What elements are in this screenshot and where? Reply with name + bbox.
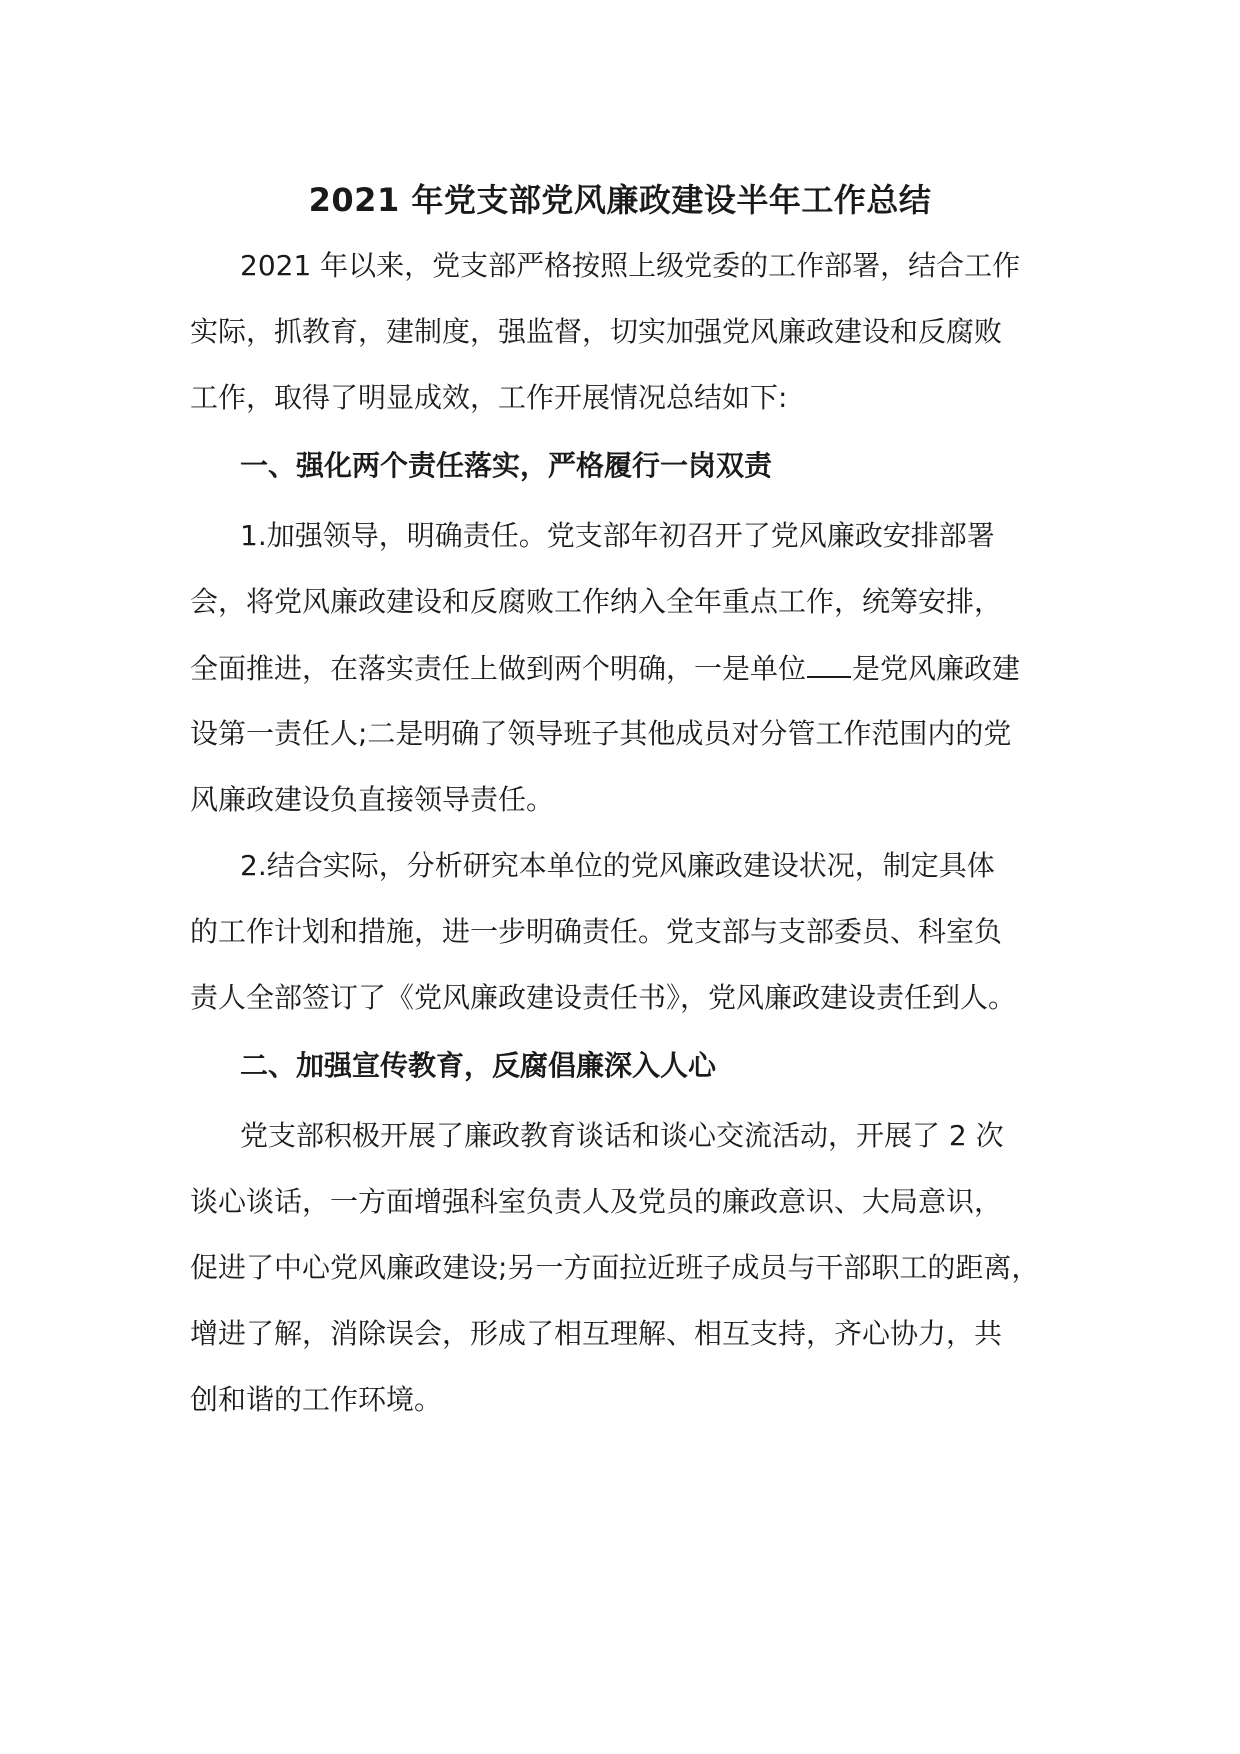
fill-in-blank — [807, 648, 851, 678]
intro-line-1: 2021 年以来，党支部严格按照上级党委的工作部署，结合工作 — [240, 249, 1021, 282]
section-1-item-1-line-5: 风廉政建设负直接领导责任。 — [190, 783, 555, 816]
section-1-item-2-line-3: 责人全部签订了《党风廉政建设责任书》，党风廉政建设责任到人。 — [190, 981, 1017, 1014]
section-1-item-2-line-1: 2.结合实际，分析研究本单位的党风廉政建设状况，制定具体 — [240, 849, 995, 882]
section-2-heading: 二、加强宣传教育，反腐倡廉深入人心 — [240, 1049, 717, 1082]
section-1-item-1-line-1: 1.加强领导，明确责任。党支部年初召开了党风廉政安排部署 — [240, 519, 995, 552]
section-1-item-1-line-3 — [190, 648, 1020, 689]
line-3-text-after-blank: 是党风廉政建 — [852, 652, 1021, 685]
section-2-para-line-5: 创和谐的工作环境。 — [190, 1383, 443, 1416]
section-1-item-1-line-4: 设第一责任人;二是明确了领导班子其他成员对分管工作范围内的党 — [190, 717, 1012, 750]
section-2-para-line-4: 增进了解，消除误会，形成了相互理解、相互支持，齐心协力，共 — [190, 1317, 1003, 1350]
intro-line-2: 实际，抓教育，建制度，强监督，切实加强党风廉政建设和反腐败 — [190, 315, 1003, 348]
section-2-para-line-3: 促进了中心党风廉政建设;另一方面拉近班子成员与干部职工的距离， — [190, 1251, 1040, 1284]
document-title: 2021 年党支部党风廉政建设半年工作总结 — [308, 181, 932, 219]
line-3-text-before-blank: 全面推进，在落实责任上做到两个明确，一是单位 — [190, 652, 807, 685]
section-1-heading: 一、强化两个责任落实，严格履行一岗双责 — [240, 449, 773, 482]
intro-line-3: 工作，取得了明显成效，工作开展情况总结如下: — [190, 381, 788, 414]
section-1-item-2-line-2: 的工作计划和措施，进一步明确责任。党支部与支部委员、科室负 — [190, 915, 1003, 948]
section-2-para-line-1: 党支部积极开展了廉政教育谈话和谈心交流活动，开展了 2 次 — [240, 1119, 1004, 1152]
section-2-para-line-2: 谈心谈话，一方面增强科室负责人及党员的廉政意识、大局意识， — [190, 1185, 1003, 1218]
section-1-item-1-line-2: 会，将党风廉政建设和反腐败工作纳入全年重点工作，统筹安排， — [190, 585, 1003, 618]
